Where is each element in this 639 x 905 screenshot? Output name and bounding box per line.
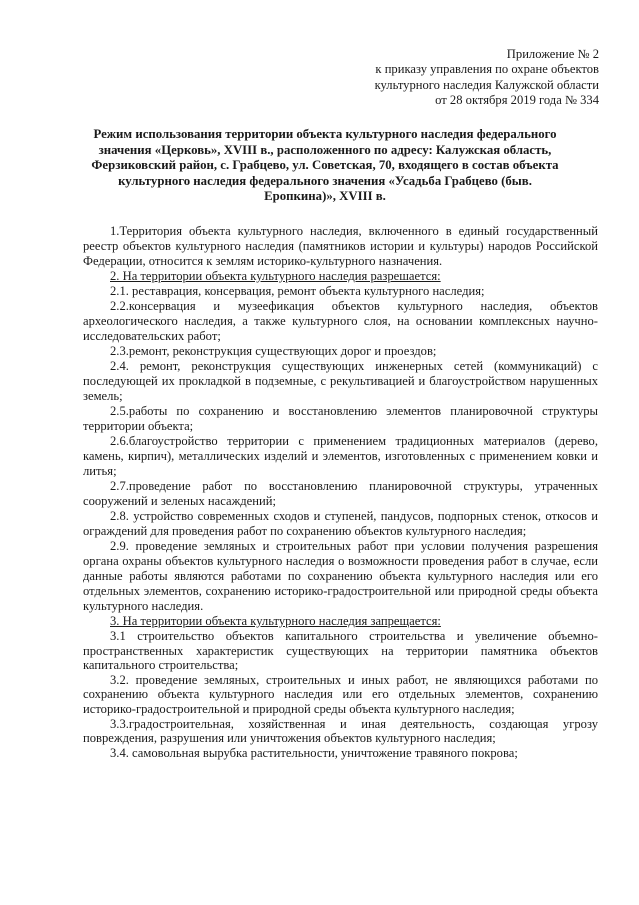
item-2-9: 2.9. проведение земляных и строительных работ при условии получения разрешения органа охраны объектов культурного наследия о возможности проведения работ в случае, если данные работы являются работами по сохранению объекта культурного наследия или его отдельных элементов, сохранению историко-градостроительной или природной среды объекта культурного наследия. xyxy=(83,539,598,613)
item-2-5: 2.5.работы по сохранению и восстановлению элементов планировочной структуры территории объекта; xyxy=(83,404,598,433)
item-3-2: 3.2. проведение земляных, строительных и иных работ, не являющихся работами по сохранению объекта культурного наследия или его отдельных элементов, сохранению историко-градостроительной и природной среды объекта культурного наследия; xyxy=(83,672,598,716)
item-3-1: 3.1 строительство объектов капитального строительства и увеличение объемно-пространственных характеристик существующих на территории памятника объектов капитального строительства; xyxy=(83,629,598,673)
section-heading-forbidden-text: 3. На территории объекта культурного наследия запрещается: xyxy=(110,614,441,628)
item-2-6: 2.6.благоустройство территории с применением традиционных материалов (дерево, камень, кирпич), металлических изделий и элементов, изготовленных с применением ковки и литья; xyxy=(83,434,598,478)
item-2-1: 2.1. реставрация, консервация, ремонт объекта культурного наследия; xyxy=(110,284,485,298)
section-heading-allowed xyxy=(83,269,598,284)
appendix-issuer: культурного наследия Калужской области xyxy=(374,77,599,92)
title-line: Еропкина)», XVIII в. xyxy=(264,189,386,204)
document-body xyxy=(83,224,598,760)
appendix-order-ref: к приказу управления по охране объектов xyxy=(375,62,599,77)
appendix-number: Приложение № 2 xyxy=(506,47,599,61)
paragraph-1: 1.Территория объекта культурного наследия, включенного в единый государственный реестр объектов культурного наследия (памятников истории и культуры) народов Российской Федерации, относится к землям историко-культурного назначения. xyxy=(83,224,598,268)
item-2-7: 2.7.проведение работ по восстановлению планировочной структуры, утраченных сооружений и зеленых насаждений; xyxy=(83,479,598,508)
section-heading-allowed-text: 2. На территории объекта культурного наследия разрешается: xyxy=(110,269,441,283)
title-line: Ферзиковский район, с. Грабцево, ул. Советская, 70, входящего в состав объекта xyxy=(91,158,559,173)
title-line: Режим использования территории объекта культурного наследия федерального xyxy=(93,127,557,141)
title-line: культурного наследия федерального значения «Усадьба Грабцево (быв. xyxy=(118,173,532,188)
section-heading-forbidden xyxy=(83,614,598,629)
title-line: значения «Церковь», XVIII в., расположенного по адресу: Калужская область, xyxy=(98,142,552,157)
item-3-3: 3.3.градостроительная, хозяйственная и иная деятельность, создающая угрозу повреждения, разрушения или уничтожения объектов культурного наследия; xyxy=(83,716,598,746)
item-2-4: 2.4. ремонт, реконструкция существующих инженерных сетей (коммуникаций) с последующей их прокладкой в подземные, с рекультивацией и благоустройством нарушенных земель; xyxy=(83,359,598,403)
appendix-date: от 28 октября 2019 года № 334 xyxy=(435,92,599,107)
item-2-8: 2.8. устройство современных сходов и ступеней, пандусов, подпорных стенок, откосов и ограждений для проведения работ по сохранению объектов культурного наследия; xyxy=(83,509,598,538)
item-2-2: 2.2.консервация и музеефикация объектов культурного наследия, объектов археологического наследия, а также культурного слоя, на основании комплексных научно-исследовательских работ; xyxy=(83,299,598,343)
document-title xyxy=(75,127,575,205)
item-3-4: 3.4. самовольная вырубка растительности, уничтожение травяного покрова; xyxy=(110,745,518,760)
item-2-3: 2.3.ремонт, реконструкция существующих дорог и проездов; xyxy=(110,344,437,358)
appendix-header xyxy=(299,47,599,108)
